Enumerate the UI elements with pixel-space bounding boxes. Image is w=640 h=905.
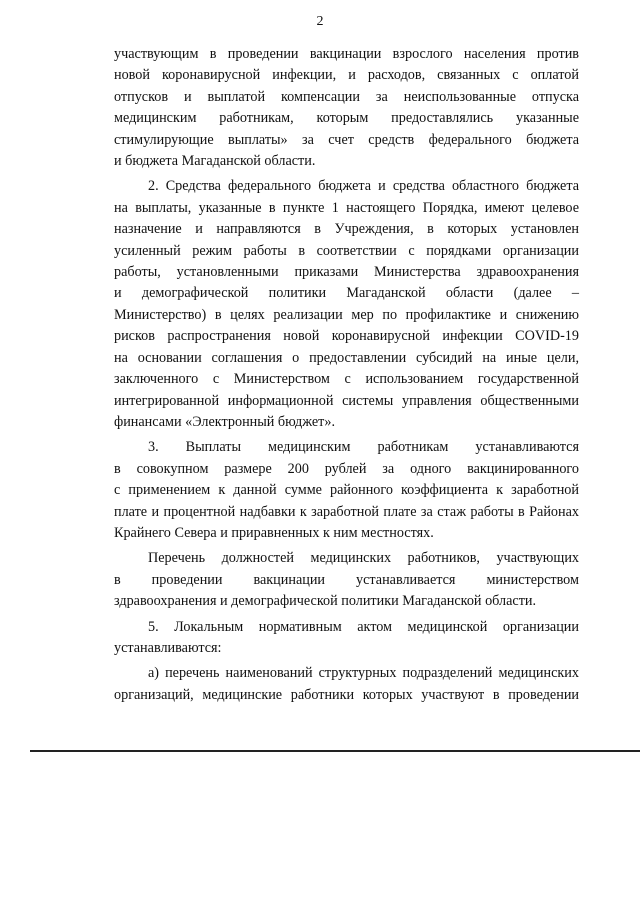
document-body [114,44,579,706]
text-line: интегрированной информационной системы управления общественными [114,392,579,409]
text-line: плате и процентной надбавки к заработной плате за стаж работы в Районах [114,503,579,520]
paragraph-continuation [114,44,579,172]
text-line: работы, установленными приказами Министерства здравоохранения [114,264,579,281]
text-line: Крайнего Севера и приравненных к ним местностях. [114,524,434,541]
text-line: 2. Средства федерального бюджета и средства областного бюджета [148,178,579,195]
text-line: участвующим в проведении вакцинации взрослого населения против [114,46,579,62]
paragraph-3 [114,437,579,544]
text-line: отпусков и выплатой компенсации за неиспользованные отпуска [114,88,579,105]
text-line: стимулирующие выплаты» за счет средств федерального бюджета [114,131,579,148]
paragraph-5a [114,663,579,706]
text-line: здравоохранения и демографической политики Магаданской области. [114,593,537,610]
text-line: рисков распространения новой коронавирусной инфекции COVID-19 [114,328,579,345]
text-line: новой коронавирусной инфекции, и расходов, связанных с оплатой [114,67,579,84]
page-bottom-rule [30,750,640,752]
text-line: в проведении вакцинации устанавливается министерством [114,571,579,588]
text-line: Министерство) в целях реализации мер по профилактике и снижению [114,306,579,323]
text-line: и бюджета Магаданской области. [114,153,316,170]
text-line: в совокупном размере 200 рублей за одного вакцинированного [114,460,579,477]
paragraph-positions-list [114,548,579,612]
text-line: Перечень должностей медицинских работников, участвующих [148,550,579,567]
text-line: 3. Выплаты медицинским работникам устанавливаются [148,439,579,456]
text-line: заключенного с Министерством с использованием государственной [114,371,579,388]
paragraph-2 [114,176,579,433]
text-line: устанавливаются: [114,639,222,656]
text-line: финансами «Электронный бюджет». [114,413,335,430]
text-line: с применением к данной сумме районного коэффициента к заработной [114,482,579,499]
paragraph-5 [114,617,579,660]
text-line: 5. Локальным нормативным актом медицинской организации [148,618,579,635]
text-line: усиленный режим работы в соответствии с порядками организации [114,242,579,259]
text-line: а) перечень наименований структурных подразделений медицинских [148,665,579,682]
text-line: назначение и направляются в Учреждения, в которых установлен [114,221,579,238]
text-line: организаций, медицинские работники которых участвуют в проведении [114,686,579,703]
text-line: на выплаты, указанные в пункте 1 настоящего Порядка, имеют целевое [114,199,579,216]
text-line: на основании соглашения о предоставлении субсидий на иные цели, [114,349,579,366]
text-line: медицинским работникам, которым предоставлялись указанные [114,110,579,127]
page-number: 2 [316,14,324,29]
text-line: и демографической политики Магаданской области (далее – [114,285,579,302]
